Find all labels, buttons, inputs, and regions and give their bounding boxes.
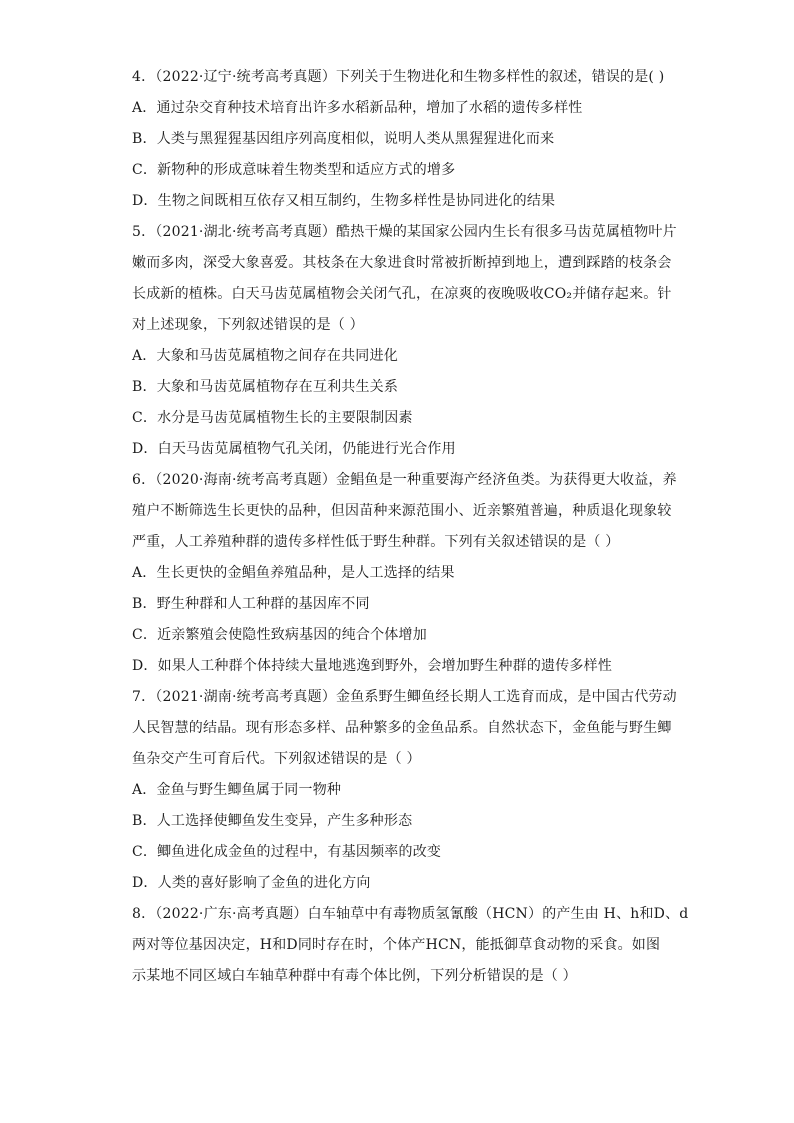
question-stem-line: 两对等位基因决定，H和D同时存在时，个体产HCN，能抵御草食动物的采食。如图 [132, 937, 661, 953]
question-8 [132, 899, 689, 992]
option-b: B．野生种群和人工种群的基因库不同 [132, 596, 370, 612]
question-5 [132, 217, 677, 465]
option-b: B．大象和马齿苋属植物存在互利共生关系 [132, 379, 399, 395]
option-c: C．近亲繁殖会使隐性致病基因的纯合个体增加 [132, 627, 427, 643]
question-4 [132, 62, 672, 217]
question-stem-line: 人民智慧的结晶。现有形态多样、品种繁多的金鱼品系。自然状态下，金鱼能与野生鲫 [132, 720, 672, 736]
option-d: D．白天马齿苋属植物气孔关闭，仍能进行光合作用 [132, 441, 456, 457]
option-a: A．生长更快的金鲳鱼养殖品种，是人工选择的结果 [132, 565, 455, 581]
question-stem-line: 嫩而多肉，深受大象喜爱。其枝条在大象进食时常被折断掉到地上，遭到踩踏的枝条会 [132, 255, 672, 271]
question-stem-line: 殖户不断筛选生长更快的品种，但因苗种来源范围小、近亲繁殖普遍，种质退化现象较 [132, 503, 672, 519]
option-a: A．金鱼与野生鲫鱼属于同一物种 [132, 782, 342, 798]
option-c: C．水分是马齿苋属植物生长的主要限制因素 [132, 410, 413, 426]
question-stem-line: 长成新的植株。白天马齿苋属植物会关闭气孔，在凉爽的夜晚吸收CO₂并储存起来。针 [132, 286, 672, 302]
option-a: A．通过杂交育种技术培育出许多水稻新品种，增加了水稻的遗传多样性 [132, 100, 583, 116]
option-d: D．生物之间既相互依存又相互制约，生物多样性是协同进化的结果 [132, 193, 556, 209]
question-stem-line: 8．（2022·广东·高考真题）白车轴草中有毒物质氢氰酸（HCN）的产生由 H、h和D、d [132, 906, 689, 922]
question-stem-line: 6．（2020·海南·统考高考真题）金鲳鱼是一种重要海产经济鱼类。为获得更大收益，养 [132, 472, 677, 488]
option-c: C．新物种的形成意味着生物类型和适应方式的增多 [132, 162, 456, 178]
question-stem-line: 示某地不同区域白车轴草种群中有毒个体比例，下列分析错误的是（ ） [132, 968, 577, 984]
question-stem-line: 4．（2022·辽宁·统考高考真题）下列关于生物进化和生物多样性的叙述，错误的是( ) [132, 69, 665, 85]
option-b: B．人工选择使鲫鱼发生变异，产生多种形态 [132, 813, 413, 829]
option-b: B．人类与黑猩猩基因组序列高度相似，说明人类从黑猩猩进化而来 [132, 131, 555, 147]
option-d: D．如果人工种群个体持续大量地逃逸到野外，会增加野生种群的遗传多样性 [132, 658, 613, 674]
question-stem-line: 鱼杂交产生可育后代。下列叙述错误的是（ ） [132, 751, 421, 767]
question-stem-line: 严重，人工养殖种群的遗传多样性低于野生种群。下列有关叙述错误的是（ ） [132, 534, 620, 550]
question-stem-line: 对上述现象，下列叙述错误的是（ ） [132, 317, 364, 333]
question-stem-line: 5．（2021·湖北·统考高考真题）酷热干燥的某国家公园内生长有很多马齿苋属植物叶片 [132, 224, 677, 240]
option-c: C．鲫鱼进化成金鱼的过程中，有基因频率的改变 [132, 844, 442, 860]
question-6 [132, 465, 677, 682]
question-list [132, 62, 689, 992]
question-7 [132, 682, 677, 899]
question-stem-line: 7．（2021·湖南·统考高考真题）金鱼系野生鲫鱼经长期人工选育而成，是中国古代劳动 [132, 689, 677, 705]
option-a: A．大象和马齿苋属植物之间存在共同进化 [132, 348, 398, 364]
option-d: D．人类的喜好影响了金鱼的进化方向 [132, 875, 371, 891]
